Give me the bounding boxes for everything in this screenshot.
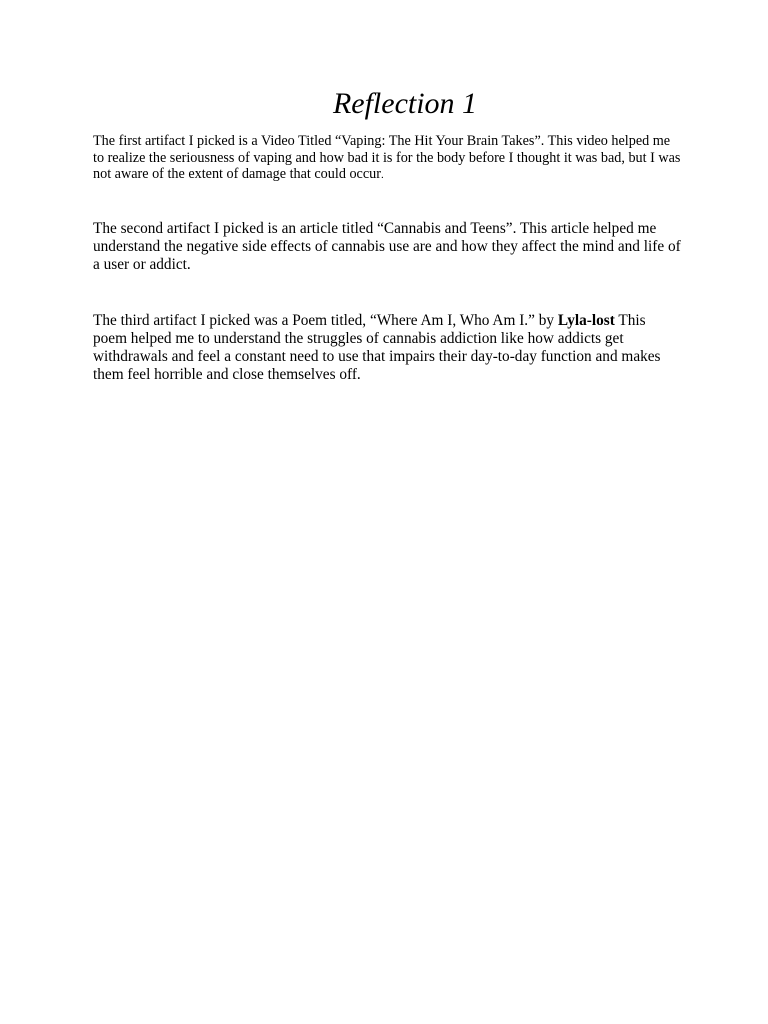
paragraph-first-text: The first artifact I picked is a Video Titled “Vaping: The Hit Your Brain Takes”. This video helped me to realize the seriousness of vaping and how bad it is for the body before I thought it was bad, but I was not aware of the extent of damage that could occur bbox=[93, 133, 681, 183]
paragraph-second-artifact bbox=[93, 220, 683, 274]
paragraph-third-after: This poem helped me to understand the struggles of cannabis addiction like how addicts get withdrawals and feel a constant need to use that impairs their day-to-day function and makes them feel horrible and close themselves off. bbox=[93, 312, 661, 383]
paragraph-third-before: The third artifact I picked was a Poem titled, “Where Am I, Who Am I.” by bbox=[93, 312, 558, 329]
paragraph-third-artifact bbox=[93, 312, 683, 384]
paragraph-first-period: . bbox=[380, 169, 384, 182]
document-title: Reflection 1 bbox=[332, 87, 478, 120]
paragraph-first-artifact bbox=[93, 133, 683, 184]
poem-author: Lyla-lost bbox=[557, 312, 615, 329]
paragraph-second-text: The second artifact I picked is an article titled “Cannabis and Teens”. This article helped me understand the negative side effects of cannabis use are and how they affect the mind and life of a user or addict. bbox=[93, 220, 681, 273]
